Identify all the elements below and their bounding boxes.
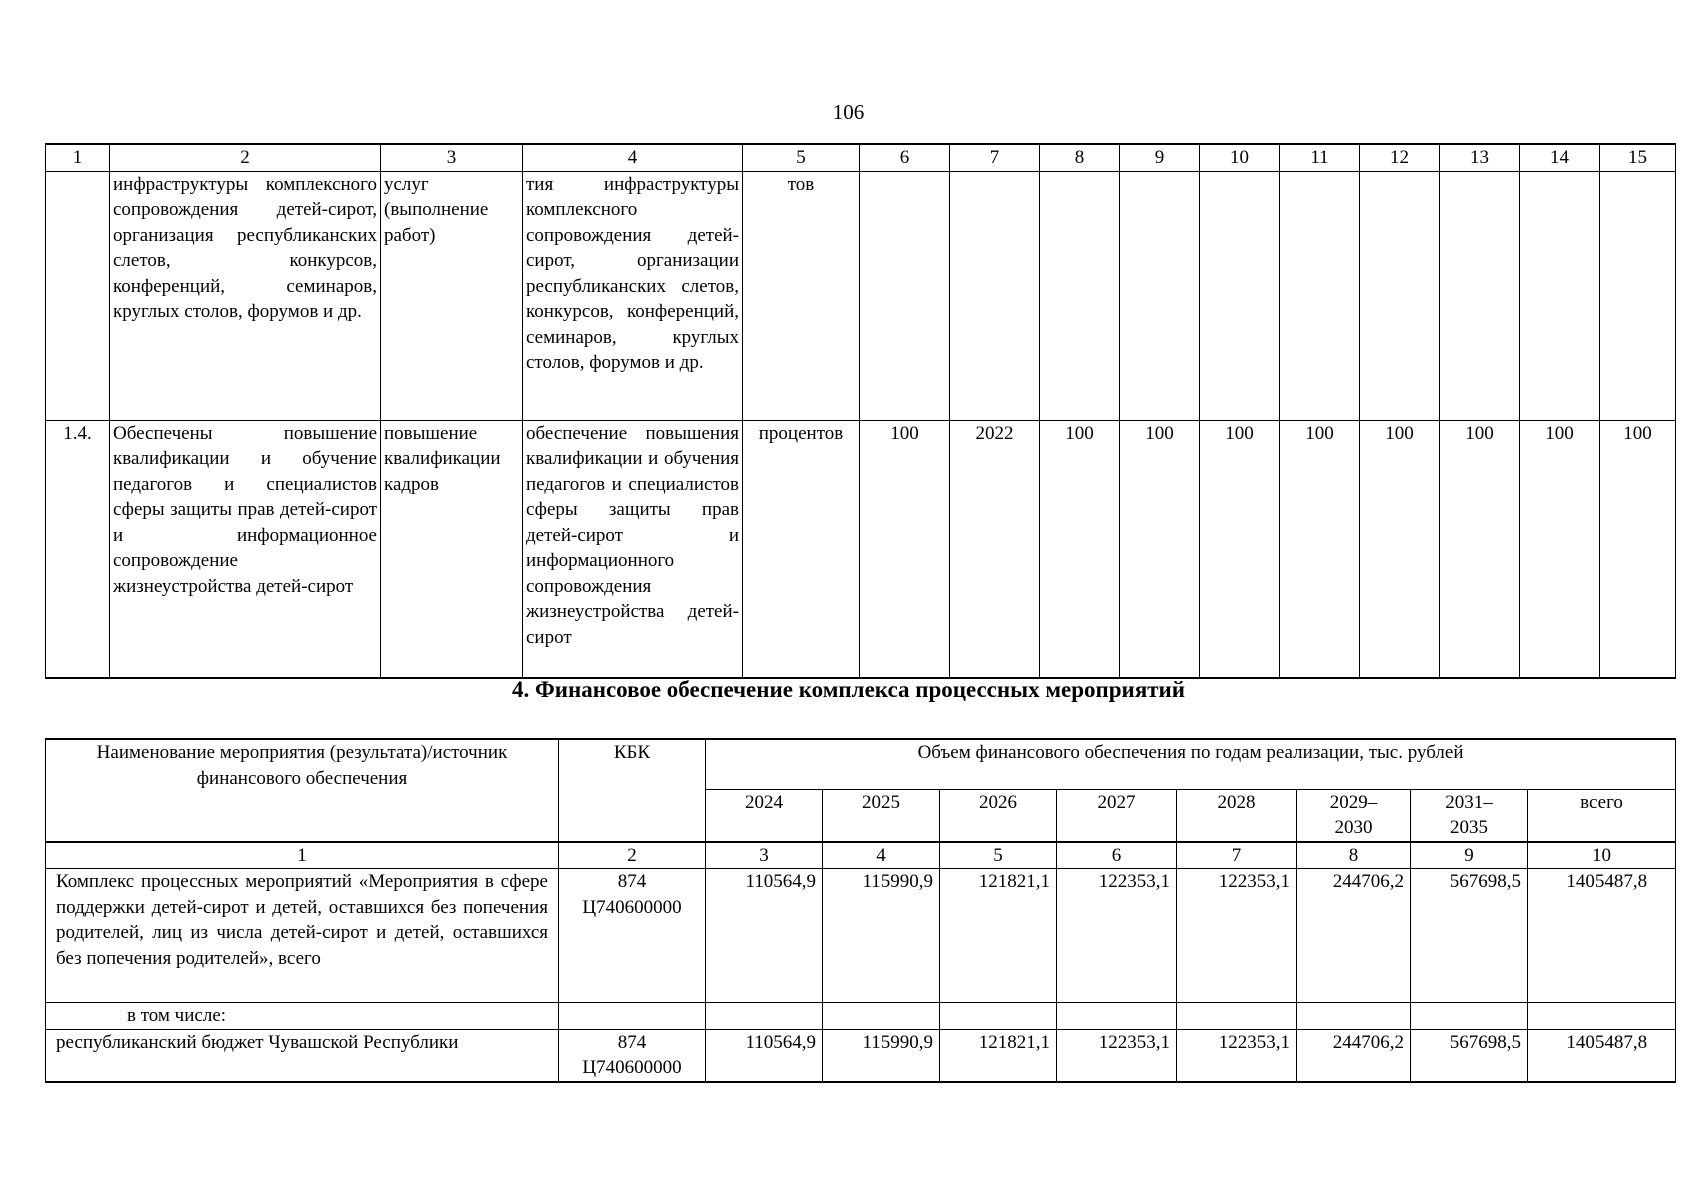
amount-cell: 110564,9 (706, 1029, 823, 1082)
value-cell: 100 (860, 420, 950, 678)
section-title: 4. Финансовое обеспечение комплекса процессных мероприятий (511, 677, 1186, 702)
result-type: услуг (выполнение работ) (381, 171, 523, 420)
amount-cell: 1405487,8 (1528, 1029, 1676, 1082)
col-number: 8 (1297, 842, 1411, 869)
result-name: Обеспечены повышение квалификации и обучение педагогов и специалистов сферы защиты прав детей-сирот и информационное сопровождение жизнеустройства детей-сирот (110, 420, 381, 678)
col-number: 5 (940, 842, 1057, 869)
amount-cell: 244706,2 (1297, 1029, 1411, 1082)
table-row (46, 420, 1676, 678)
result-type: повышение квалификации кадров (381, 420, 523, 678)
amount-cell: 115990,9 (823, 1029, 940, 1082)
kbk-code: 874 (617, 1031, 647, 1053)
col-number: 4 (523, 144, 743, 171)
amount-cell: 121821,1 (940, 1029, 1057, 1082)
header-name: Наименование мероприятия (результата)/источник финансового обеспечения (46, 739, 559, 842)
col-number: 10 (1200, 144, 1280, 171)
kbk-cell (559, 869, 706, 1003)
year-header: всего (1528, 789, 1676, 842)
row-number (46, 171, 110, 420)
col-number: 13 (1440, 144, 1520, 171)
amount-cell: 122353,1 (1057, 1029, 1177, 1082)
year-header: 2029–2030 (1297, 789, 1411, 842)
amount-cell: 115990,9 (823, 869, 940, 1003)
year-header: 2028 (1177, 789, 1297, 842)
col-number: 1 (46, 144, 110, 171)
col-number: 6 (860, 144, 950, 171)
col-number: 2 (559, 842, 706, 869)
indicators-table (45, 143, 1676, 679)
col-number: 2 (110, 144, 381, 171)
kbk-code: 874 (617, 871, 647, 892)
kbk-cell (559, 1029, 706, 1082)
col-number: 14 (1520, 144, 1600, 171)
col-number: 11 (1280, 144, 1360, 171)
col-number: 15 (1600, 144, 1676, 171)
value-cell: 100 (1120, 420, 1200, 678)
table-row (46, 1003, 1676, 1030)
col-number: 6 (1057, 842, 1177, 869)
amount-cell: 122353,1 (1177, 869, 1297, 1003)
financing-table (45, 738, 1676, 1083)
result-description: обеспечение повышения квалификации и обучения педагогов и специалистов сферы защиты прав детей-сирот и информационного сопровождения жизнеустройства детей-сирот (523, 420, 743, 678)
amount-cell: 567698,5 (1411, 1029, 1528, 1082)
col-number: 7 (950, 144, 1040, 171)
value-cell: 100 (1600, 420, 1676, 678)
table-header-row (46, 144, 1676, 171)
year-header: 2024 (706, 789, 823, 842)
header-volume: Объем финансового обеспечения по годам реализации, тыс. рублей (706, 739, 1676, 789)
value-cell: 100 (1360, 420, 1440, 678)
amount-cell: 567698,5 (1411, 869, 1528, 1003)
col-number: 10 (1528, 842, 1676, 869)
year-header: 2026 (940, 789, 1057, 842)
col-number: 9 (1411, 842, 1528, 869)
page-number: 106 (832, 100, 865, 124)
result-description: тия инфраструктуры комплексного сопровождения детей-сирот, организации республиканских слетов, конкурсов, конференций, семинаров, круглых столов, форумов и др. (523, 171, 743, 420)
value-cell: 100 (1040, 420, 1120, 678)
year-header: 2025 (823, 789, 940, 842)
col-number: 9 (1120, 144, 1200, 171)
subtotal-label: в том числе: (46, 1003, 559, 1030)
amount-cell: 121821,1 (940, 869, 1057, 1003)
amount-cell: 110564,9 (706, 869, 823, 1003)
table-row (46, 1029, 1676, 1082)
year-header: 2031–2035 (1411, 789, 1528, 842)
amount-cell: 1405487,8 (1528, 869, 1676, 1003)
col-number: 3 (381, 144, 523, 171)
value-cell: 100 (1280, 420, 1360, 678)
col-number: 8 (1040, 144, 1120, 171)
activity-name: Комплекс процессных мероприятий «Мероприятия в сфере поддержки детей-сирот и детей, оставшихся без попечения родителей, лиц из числа детей-сирот и детей, оставшихся без попечения родителей», всего (46, 869, 559, 1003)
value-cell: 100 (1440, 420, 1520, 678)
amount-cell: 122353,1 (1177, 1029, 1297, 1082)
unit: процентов (743, 420, 860, 678)
table-header-row (46, 739, 1676, 789)
kbk-code: Ц740600000 (582, 1057, 682, 1078)
value-cell: 100 (1520, 420, 1600, 678)
amount-cell: 122353,1 (1057, 869, 1177, 1003)
table-row (46, 171, 1676, 420)
table-row (46, 869, 1676, 1003)
year-header: 2027 (1057, 789, 1177, 842)
header-kbk: КБК (559, 739, 706, 842)
value-cell: 2022 (950, 420, 1040, 678)
col-number: 3 (706, 842, 823, 869)
source-name: республиканский бюджет Чувашской Республики (46, 1029, 559, 1082)
column-numbers-row (46, 842, 1676, 869)
unit: тов (743, 171, 860, 420)
amount-cell: 244706,2 (1297, 869, 1411, 1003)
col-number: 4 (823, 842, 940, 869)
col-number: 5 (743, 144, 860, 171)
col-number: 7 (1177, 842, 1297, 869)
col-number: 12 (1360, 144, 1440, 171)
col-number: 1 (46, 842, 559, 869)
value-cell: 100 (1200, 420, 1280, 678)
kbk-code: Ц740600000 (582, 896, 682, 918)
result-name: инфраструктуры комплексного сопровождения детей-сирот, организация республиканских слетов, конкурсов, конференций, семинаров, круглых столов, форумов и др. (110, 171, 381, 420)
row-number: 1.4. (46, 420, 110, 678)
